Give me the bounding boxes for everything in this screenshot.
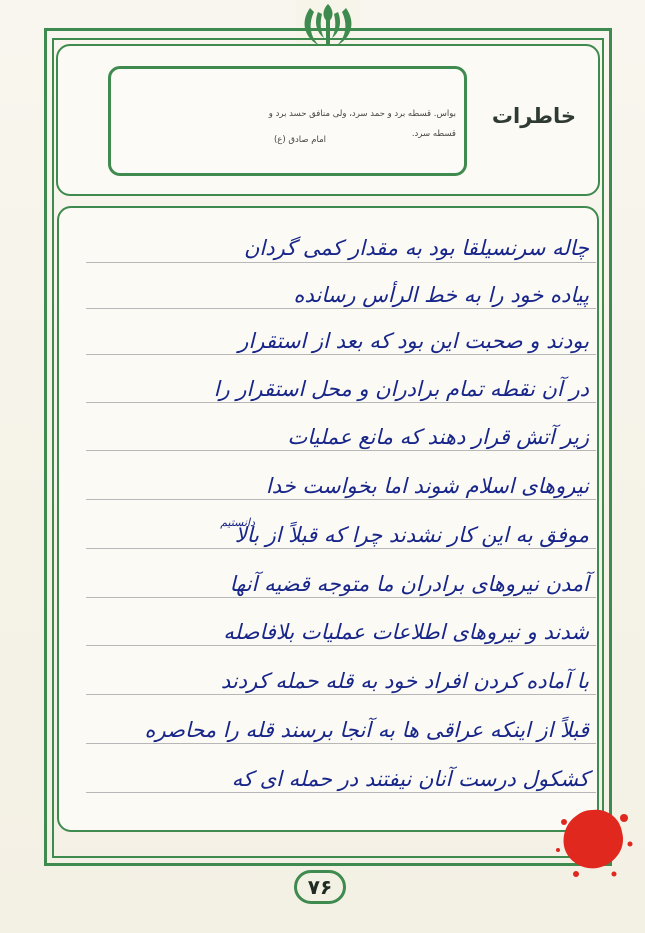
- handwritten-line: چاله سرنسیلقا بود به مقدار کمی گردان: [243, 236, 589, 260]
- handwritten-line: زیر آتش قرار دهند که مانع عملیات: [287, 425, 589, 449]
- subtitle-attribution: امام صادق (ع): [273, 135, 326, 145]
- subtitle-box: [108, 66, 467, 176]
- subtitle-line: بواس. قسطه برد و حمد سرد، ولی منافق حسد برد و: [268, 109, 456, 119]
- handwritten-line: قبلاً از اینکه عراقی ها به آنجا برسند قله را محاصره: [144, 718, 589, 742]
- ruled-line: [86, 402, 596, 403]
- ruled-line: [86, 597, 596, 598]
- handwritten-line: نیروهای اسلام شوند اما بخواست خدا: [265, 474, 589, 498]
- handwritten-insertion: دانستیم: [220, 516, 255, 529]
- page-number: ۷۶: [294, 870, 346, 904]
- ruled-line: [86, 548, 596, 549]
- handwritten-line: آمدن نیروهای برادران ما متوجه قضیه آنها: [229, 572, 589, 596]
- red-ink-blot-icon: [552, 800, 634, 880]
- ruled-line: [86, 694, 596, 695]
- ruled-line: [86, 792, 596, 793]
- handwritten-line: در آن نقطه تمام برادران و محل استقرار را: [213, 377, 589, 401]
- handwritten-line: بودند و صحبت این بود که بعد از استقرار: [238, 329, 589, 353]
- ruled-line: [86, 499, 596, 500]
- handwritten-line: موفق به این کار نشدند چرا که قبلاً از بالا: [234, 523, 589, 547]
- handwritten-line: پیاده خود را به خط الرأس رسانده: [293, 283, 589, 307]
- ruled-line: [86, 262, 596, 263]
- section-title: خاطرات: [491, 104, 577, 128]
- ruled-line: [86, 450, 596, 451]
- ruled-line: [86, 354, 596, 355]
- handwritten-line: کشکول درست آنان نیفتند در حمله ای که: [231, 767, 589, 791]
- subtitle-line: قسطه سرد.: [411, 129, 456, 139]
- handwritten-line: شدند و نیروهای اطلاعات عملیات بلافاصله: [223, 620, 589, 644]
- ruled-line: [86, 308, 596, 309]
- ruled-line: [86, 743, 596, 744]
- handwritten-line: با آماده کردن افراد خود به قله حمله کردند: [220, 669, 589, 693]
- ruled-line: [86, 645, 596, 646]
